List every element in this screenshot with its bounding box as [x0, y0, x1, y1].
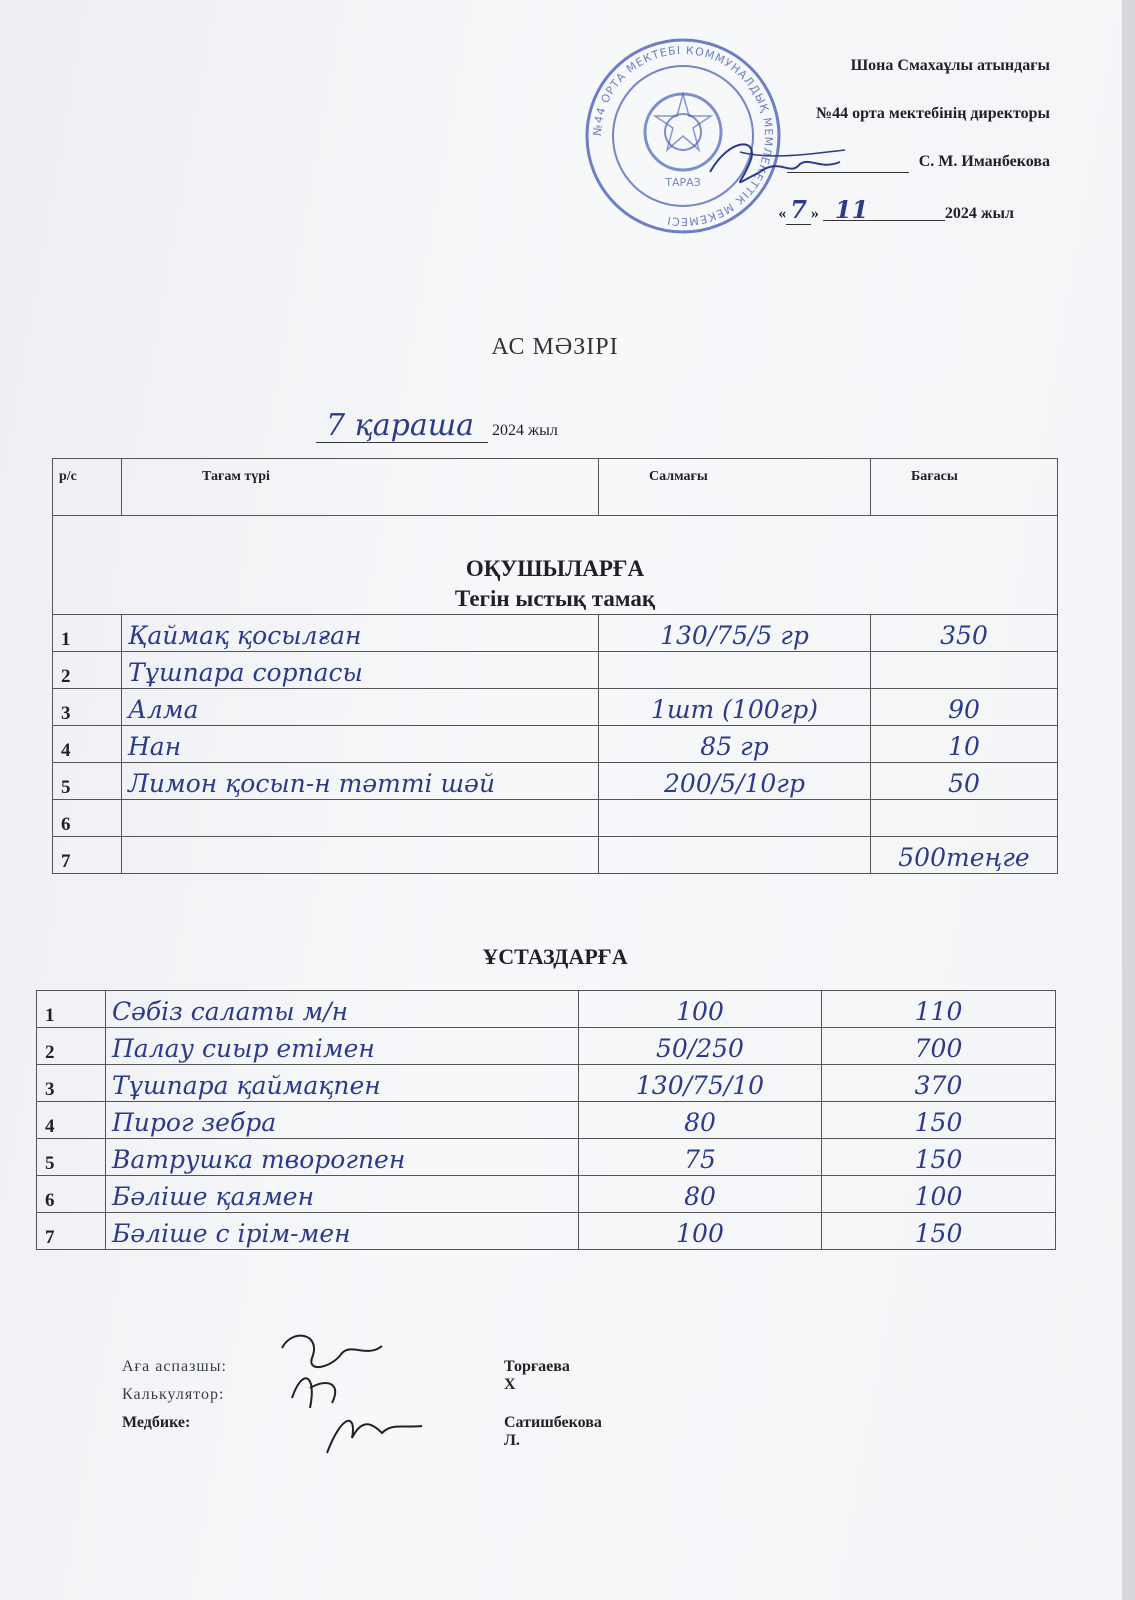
- dish-weight: [599, 615, 871, 652]
- dish-weight: [599, 837, 871, 874]
- dish-price-text: 110: [914, 997, 963, 1026]
- dish-price-text: 150: [914, 1145, 963, 1174]
- quote-close: »: [810, 205, 819, 222]
- row-number: 5: [37, 1139, 106, 1176]
- row-number: 4: [53, 726, 122, 763]
- dish-price: [822, 1065, 1056, 1102]
- dish-name: [122, 652, 599, 689]
- header-price: Бағасы: [871, 459, 1058, 516]
- dish-name: [122, 726, 599, 763]
- dish-name: [122, 763, 599, 800]
- row-number: 6: [53, 800, 122, 837]
- dish-price: [871, 800, 1058, 837]
- table-row: [37, 1213, 1056, 1250]
- approval-line2: №44 орта мектебінің директоры: [816, 105, 1050, 122]
- table-row: [37, 1028, 1056, 1065]
- row-number: 7: [53, 837, 122, 874]
- dish-name-text: Алма: [128, 695, 199, 724]
- dish-price-text: 100: [914, 1182, 963, 1211]
- dish-price: [871, 837, 1058, 874]
- nurse-name: Сатишбекова Л.: [504, 1414, 602, 1449]
- dish-price: [822, 991, 1056, 1028]
- table-row: [53, 689, 1058, 726]
- dish-price-text: 350: [940, 621, 988, 650]
- dish-weight-text: 80: [684, 1108, 716, 1137]
- dish-name: [106, 1065, 579, 1102]
- signature-line-calculator: [122, 1386, 272, 1414]
- dish-name-text: Тұшпара сорпасы: [128, 658, 363, 687]
- dish-name: [106, 991, 579, 1028]
- stamp-ring-text: №44 ОРТА МЕКТЕБІ КОММУНАЛДЫҚ МЕМЛЕКЕТТІК МЕКЕМЕСІ: [590, 43, 776, 229]
- date-handwritten: 7 қараша: [316, 410, 488, 443]
- dish-name: [122, 615, 599, 652]
- teachers-heading: ҰСТАЗДАРҒА: [482, 944, 628, 969]
- row-number: 3: [53, 689, 122, 726]
- dish-price-text: 150: [914, 1219, 963, 1248]
- table-row: [37, 1065, 1056, 1102]
- dish-weight: [599, 800, 871, 837]
- dish-name-text: Нан: [128, 732, 182, 761]
- table-row: [53, 800, 1058, 837]
- dish-price-text: 50: [948, 769, 980, 798]
- dish-name-text: Қаймақ қосылған: [128, 621, 362, 650]
- dish-price: [822, 1213, 1056, 1250]
- menu-date: [316, 410, 558, 443]
- row-number: 4: [37, 1102, 106, 1139]
- dish-name: [106, 1176, 579, 1213]
- dish-weight-text: 200/5/10гр: [664, 769, 805, 798]
- dish-price: [822, 1028, 1056, 1065]
- approval-date-row: [610, 195, 1014, 248]
- dish-price-text: 10: [948, 732, 980, 761]
- table-row: [53, 837, 1058, 874]
- approval-day: 7: [786, 195, 811, 225]
- dish-price-text: 150: [914, 1108, 963, 1137]
- stamp-inner-text: ТАРАЗ: [665, 176, 701, 189]
- dish-weight-text: 50/250: [656, 1034, 744, 1063]
- dish-weight: [579, 1102, 822, 1139]
- dish-price: [822, 1139, 1056, 1176]
- approval-year: 2024 жыл: [944, 205, 1014, 222]
- dish-name-text: Сәбіз салаты м/н: [112, 997, 349, 1026]
- students-section-row: [53, 516, 1058, 615]
- director-signature: [700, 132, 850, 192]
- row-number: 7: [37, 1213, 106, 1250]
- dish-weight-text: 100: [676, 997, 724, 1026]
- dish-name: [122, 800, 599, 837]
- section-title: ОҚУШЫЛАРҒА: [465, 556, 645, 581]
- dish-name-text: Палау сиыр етімен: [112, 1034, 375, 1063]
- dish-weight: [599, 763, 871, 800]
- table-row: [53, 763, 1058, 800]
- table-row: [37, 991, 1056, 1028]
- dish-price-text: 500теңге: [898, 843, 1030, 872]
- dish-name-text: Тұшпара қаймақпен: [112, 1071, 381, 1100]
- dish-weight-text: 100: [676, 1219, 724, 1248]
- nurse-label: Медбике:: [122, 1414, 191, 1431]
- menu-title: АС МӘЗІРІ: [491, 334, 619, 360]
- approval-month: 11: [823, 200, 945, 221]
- row-number: 1: [53, 615, 122, 652]
- row-number: 2: [37, 1028, 106, 1065]
- signature-line-nurse: [122, 1414, 602, 1449]
- row-number: 6: [37, 1176, 106, 1213]
- table-row: [37, 1176, 1056, 1213]
- dish-price: [871, 689, 1058, 726]
- dish-price: [871, 763, 1058, 800]
- section-subtitle: Тегін ыстық тамақ: [454, 586, 656, 611]
- dish-weight-text: 75: [684, 1145, 716, 1174]
- dish-weight: [579, 1065, 822, 1102]
- dish-weight: [599, 726, 871, 763]
- row-number: 3: [37, 1065, 106, 1102]
- chef-label: Аға аспазшы:: [122, 1358, 227, 1375]
- dish-price: [822, 1102, 1056, 1139]
- dish-weight: [579, 1213, 822, 1250]
- signatures-block: [122, 1358, 602, 1449]
- dish-price-text: 90: [948, 695, 980, 724]
- header-weight: Салмағы: [599, 459, 871, 516]
- director-name: С. М. Иманбекова: [918, 153, 1050, 170]
- date-year: 2024 жыл: [492, 422, 558, 439]
- dish-weight: [579, 991, 822, 1028]
- dish-name: [106, 1213, 579, 1250]
- dish-name: [106, 1102, 579, 1139]
- dish-price-text: 700: [914, 1034, 963, 1063]
- dish-price-text: 370: [914, 1071, 963, 1100]
- dish-price: [871, 615, 1058, 652]
- dish-weight-text: 130/75/5 гр: [660, 621, 809, 650]
- dish-name: [106, 1139, 579, 1176]
- table-row: [53, 652, 1058, 689]
- dish-weight-text: 130/75/10: [635, 1071, 765, 1100]
- dish-weight: [579, 1028, 822, 1065]
- students-menu-table: [52, 458, 1058, 874]
- dish-name: [106, 1028, 579, 1065]
- row-number: 5: [53, 763, 122, 800]
- dish-weight-text: 85 гр: [700, 732, 769, 761]
- dish-name: [122, 689, 599, 726]
- dish-name-text: Бәліше с ірім-мен: [112, 1219, 351, 1248]
- row-number: 1: [37, 991, 106, 1028]
- dish-weight-text: 80: [684, 1182, 716, 1211]
- dish-weight: [599, 652, 871, 689]
- row-number: 2: [53, 652, 122, 689]
- dish-price: [871, 726, 1058, 763]
- dish-weight: [579, 1139, 822, 1176]
- approval-line1: Шона Смахаұлы атындағы: [850, 57, 1050, 74]
- dish-name-text: Ватрушка творогпен: [112, 1145, 406, 1174]
- chef-name: Торғаева Х: [504, 1358, 570, 1393]
- header-number: р/с: [53, 459, 122, 516]
- table-row: [53, 615, 1058, 652]
- calculator-label: Калькулятор:: [122, 1386, 225, 1403]
- dish-name-text: Лимон қосып-н тәтті шәй: [128, 769, 496, 798]
- quote-open: «: [778, 205, 787, 222]
- header-dish: Тағам түрі: [122, 459, 599, 516]
- dish-name: [122, 837, 599, 874]
- students-section: [53, 516, 1058, 615]
- dish-price: [822, 1176, 1056, 1213]
- table-row: [37, 1102, 1056, 1139]
- staff-signatures: [272, 1328, 432, 1458]
- teachers-menu-table: [36, 990, 1056, 1250]
- dish-name-text: Пирог зебра: [112, 1108, 277, 1137]
- dish-name-text: Бәліше қаямен: [112, 1182, 315, 1211]
- dish-weight: [599, 689, 871, 726]
- signature-line-chef: [122, 1358, 570, 1393]
- table-header-row: [53, 459, 1058, 516]
- dish-weight-text: 1шт (100гр): [650, 695, 819, 724]
- dish-price: [871, 652, 1058, 689]
- dish-weight: [579, 1176, 822, 1213]
- table-row: [37, 1139, 1056, 1176]
- table-row: [53, 726, 1058, 763]
